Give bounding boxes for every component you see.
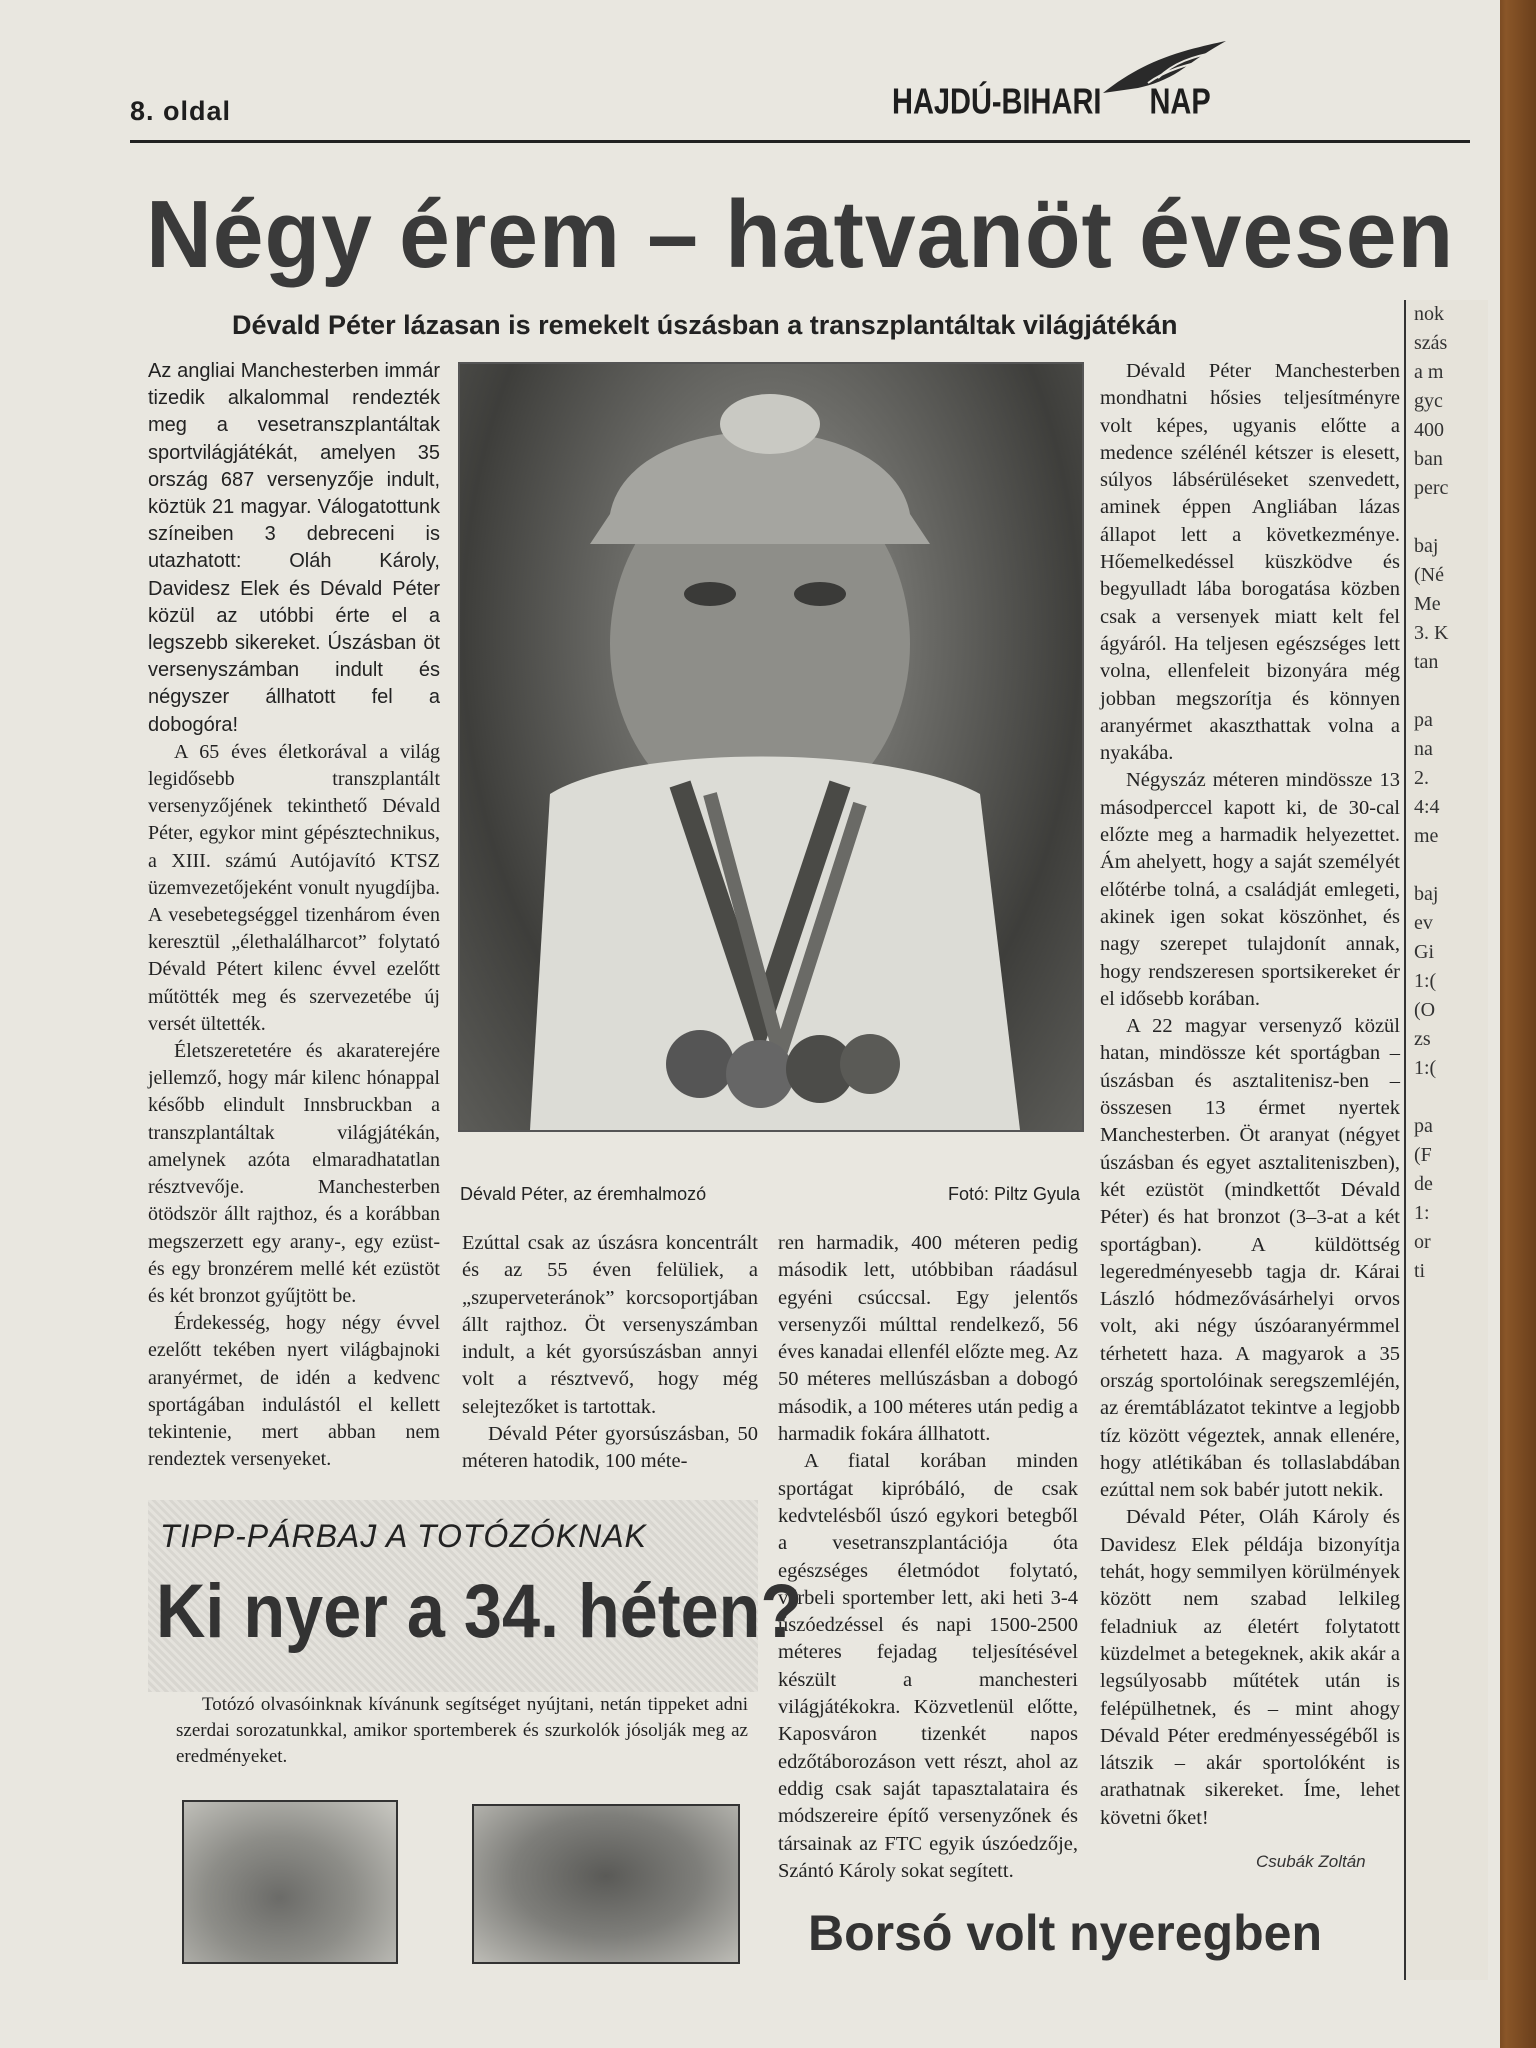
article-column-3	[778, 1230, 1078, 1885]
man-with-medals-photo-icon	[460, 364, 1082, 1130]
paragraph: Négyszáz méteren mindössze 13 másodperccel kapott ki, de 30-cal előzte meg a harmadik helyezettet. Ám ahelyett, hogy a saját személyét előtérbe tolná, a családját emlegeti, akinek igen sokat köszönhet, és nagy szerepet tulajdonít annak, hogy rendszeresen sportsikereket ér el idősebb korában.	[1100, 769, 1400, 1010]
paragraph: A 65 éves életkorával a világ legidősebb transzplantált versenyzőjének tekinthető Dévald Péter, egykor mint gépésztechnikus, a XIII. számú Autójavító KTSZ üzemvezetőjeként vonult nyugdíjba. A vesebetegséggel tizenhárom éven keresztül „élethalálharcot” folytató Dévald Pétert kilenc évvel ezelőtt műtötték meg és szervezetébe új versét ültették.	[148, 740, 440, 1035]
tipp-intro	[176, 1692, 748, 1770]
article-column-2	[462, 1230, 758, 1476]
photo-caption: Dévald Péter, az éremhalmozó	[460, 1184, 707, 1204]
tipp-paragraph: Totózó olvasóinknak kívánunk segítséget nyújtani, netán tippeket adni szerdai sorozatunkkal, amikor sportemberek és szurkolók jósolják meg az eredményeket.	[176, 1694, 748, 1767]
borso-headline: Borsó volt nyeregben	[808, 1905, 1322, 1961]
tipp-kicker: TIPP-PÁRBAJ A TOTÓZÓKNAK	[160, 1518, 647, 1554]
article-column-4	[1100, 358, 1400, 1832]
adjacent-page-text: nok szás a m gyc 400 ban perc baj (Né Me 3. K tan pa na 2. 4:4 me baj ev Gi 1:( (O zs 1:( pa (F de 1: or ti	[1414, 303, 1449, 1282]
paragraph: Dévald Péter Manchesterben mondhatni hősies teljesítményre volt képes, ugyanis előtte a medence szélénél kétszer is elesett, súlyos lábsérüléseket szenvedett, aminek éppen Angliában lázas állapot lett a következménye. Hőemelkedéssel küszködve és begyulladt lába borogatása közben csak a versenyek miatt kelt fel ágyáról. Ha teljesen egészséges lett volna, ellenfeleit bizonyára még jobban megszorítja és könnyen aranyérmet akaszthattak volna a nyakába.	[1100, 360, 1400, 765]
paragraph: Érdekesség, hogy négy évvel ezelőtt tekében nyert világbajnoki aranyérmet, de idén a kedvenc sportágában indulástól el kellett tekintenie, mert abban nem rendeztek versenyeket.	[148, 1312, 440, 1471]
byline: Csubák Zoltán	[1256, 1852, 1366, 1871]
photo-credit: Fotó: Piltz Gyula	[947, 1184, 1080, 1204]
paragraph: Az angliai Manchesterben immár tizedik alkalommal rendezték meg a vesetranszplantáltak sportvilágjátékát, amelyen 35 ország 687 versenyzője indult, köztük 21 magyar. Válogatottunk színeiben 3 debreceni is utazhatott: Oláh Károly, Davidesz Elek és Dévald Péter közül az utóbbi érte el a legszebb sikereket. Úszásban öt versenyszámban indult és négyszer állhatott fel a dobogóra!	[148, 360, 440, 736]
tipp-headline: Ki nyer a 34. héten?	[156, 1569, 803, 1654]
page-number: 8. oldal	[130, 96, 232, 126]
masthead-left: HAJDÚ-BIHARI	[892, 82, 1102, 122]
paragraph: Dévald Péter, Oláh Károly és Davidesz Elek példája bizonyítja tehát, hogy semmilyen körülmények között nem szabad lelkileg feladniuk az életért folytatott küzdelmet a betegeknek, akik akár a legsúlyosabb műtétek után is felépülhetnek, és – mint ahogy Dévald Péter eredményességéből is látszik – akár sportolóként is arathatnak sikereket. Íme, lehet követni őket!	[1100, 1506, 1400, 1829]
paragraph: ren harmadik, 400 méteren pedig második lett, utóbbiban ráadásul egyéni csúccsal. Egy jelentős versenyzői múlttal rendelkező, 56 éves kanadai ellenfél előzte meg. Az 50 méteres mellúszásban a dobogó második, a 100 méteres után pedig a harmadik fokára állhatott.	[778, 1232, 1078, 1446]
adjacent-page-fragment	[1404, 300, 1488, 1980]
paragraph: Ezúttal csak az úszásra koncentrált és az 55 éven felüliek, a „szuperveteránok” korcsoportjában állt rajthoz. Öt versenyszámban indult, a két gyorsúszásban annyi volt a résztvevő, hogy még selejtezőket is tartottak.	[462, 1232, 758, 1418]
photo-caption-row	[460, 1184, 1080, 1205]
tipp-photo-left	[182, 1800, 398, 1964]
tipp-photo-right	[472, 1804, 740, 1964]
paragraph: A fiatal korában minden sportágat kipróbáló, de csak kedvtelésből úszó egykori betegből a vesetranszplantációja óta egészséges életmódot folytató, vérbeli sportember lett, aki heti 3-4 úszóedzéssel és napi 1500-2500 méteres fejadag teljesítésével készült a manchesteri világjátékokra. Közvetlenül előtte, Kaposváron tizenkét napos edzőtáborozáson vett részt, ahol az eddig csak saját tapasztalataira és módszereire építő versenyzőnek és társainak az FTC egyik úszóedzője, Szántó Károly sokat segített.	[778, 1450, 1078, 1882]
paragraph: Életszeretetére és akaraterejére jellemző, hogy már kilenc hónappal később elindult Innsbruckban a transzplantáltak világjátékán, amelynek azóta elmaradhatatlan résztvevője. Manchesterben ötödször állt rajthoz, és a korábban megszerzett egy arany-, egy ezüst- és egy bronzérem mellé két ezüstöt és két bronzot gyűjtött be.	[148, 1040, 440, 1307]
article-headline: Négy érem – hatvanöt évesen	[146, 181, 1455, 288]
article-photo	[458, 362, 1084, 1132]
paragraph: A 22 magyar versenyző közül hatan, mindössze két sportágban – úszásban és asztalitenisz-ben – összesen 13 érmet nyertek Manchesterben. Öt aranyat (négyet úszásban és egyet asztaliteniszben), két ezüstöt (mindkettőt Dévald Péter) és hat bronzot (3–3-at a két sportágban). A küldöttség legeredményesebb tagja dr. Kárai László hódmezővásárhelyi orvos volt, aki négy úszóaranyérmmel térhetett haza. A magyarok a 35 ország sportolóinak seregszemléjén, az éremtáblázatot tekintve a legjobb tíz között végeztek, annak ellenére, hogy atlétikában és tollaslabdában ezúttal nem sok babér jutott nekik.	[1100, 1015, 1400, 1502]
article-column-1	[148, 358, 440, 1473]
masthead-right: NAP	[1149, 82, 1211, 122]
article-subheadline: Dévald Péter lázasan is remekelt úszásban a transzplantáltak világjátékán	[232, 310, 1178, 340]
paragraph: Dévald Péter gyorsúszásban, 50 méteren hatodik, 100 méte-	[462, 1423, 758, 1473]
header-rule	[130, 140, 1470, 143]
masthead	[892, 82, 1211, 123]
